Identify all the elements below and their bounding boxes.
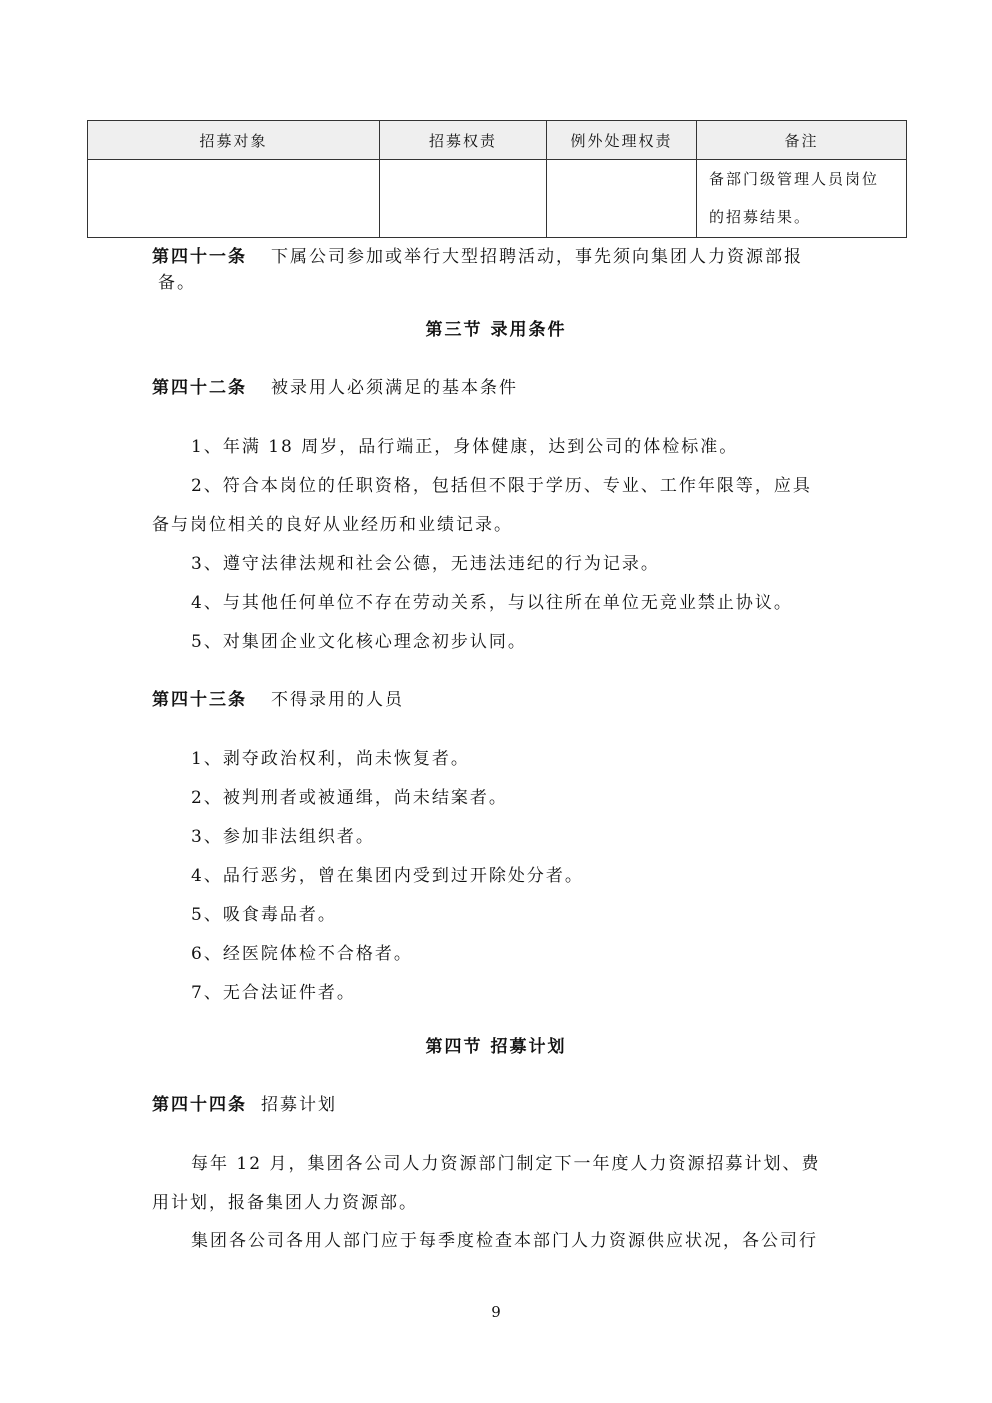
table-row bbox=[88, 160, 907, 238]
article-41-continuation: 备。 bbox=[158, 273, 196, 293]
section-heading: 第四节 招募计划 bbox=[425, 1037, 567, 1057]
article-44 bbox=[152, 1090, 337, 1115]
note-line: 的招募结果。 bbox=[709, 208, 812, 226]
article-text: 下属公司参加或举行大型招聘活动，事先须向集团人力资源部报 bbox=[271, 247, 803, 267]
list-item: 1、年满 18 周岁，品行端正，身体健康，达到公司的体检标准。 bbox=[191, 437, 739, 457]
section-heading: 第三节 录用条件 bbox=[425, 320, 567, 340]
list-item: 1、剥夺政治权利，尚未恢复者。 bbox=[191, 749, 470, 769]
article-text: 不得录用的人员 bbox=[271, 690, 404, 710]
list-item: 2、符合本岗位的任职资格，包括但不限于学历、专业、工作年限等，应具 bbox=[191, 476, 812, 496]
list-item: 2、被判刑者或被通缉，尚未结案者。 bbox=[191, 788, 508, 808]
table-cell bbox=[547, 160, 697, 238]
list-item: 4、品行恶劣，曾在集团内受到过开除处分者。 bbox=[191, 866, 584, 886]
article-title: 第四十三条 bbox=[152, 690, 247, 710]
recruitment-authority-table bbox=[87, 120, 907, 238]
list-item: 5、吸食毒品者。 bbox=[191, 905, 337, 925]
page-number: 9 bbox=[491, 1303, 501, 1321]
table-cell bbox=[88, 160, 380, 238]
article-42 bbox=[152, 373, 518, 398]
table-header-cell: 例外处理权责 bbox=[547, 121, 697, 160]
table-cell bbox=[380, 160, 547, 238]
paragraph-line: 每年 12 月，集团各公司人力资源部门制定下一年度人力资源招募计划、费 bbox=[191, 1154, 821, 1174]
list-item: 4、与其他任何单位不存在劳动关系，与以往所在单位无竞业禁止协议。 bbox=[191, 593, 793, 613]
table-cell-note bbox=[697, 160, 907, 238]
note-line: 备部门级管理人员岗位 bbox=[709, 170, 880, 188]
list-item-continuation: 备与岗位相关的良好从业经历和业绩记录。 bbox=[152, 515, 513, 535]
article-title: 第四十一条 bbox=[152, 247, 247, 267]
table-header-cell: 招募权责 bbox=[380, 121, 547, 160]
list-item: 5、对集团企业文化核心理念初步认同。 bbox=[191, 632, 527, 652]
article-text: 被录用人必须满足的基本条件 bbox=[271, 378, 518, 398]
paragraph-line: 用计划，报备集团人力资源部。 bbox=[152, 1193, 418, 1213]
article-41 bbox=[152, 242, 803, 267]
table-header-row bbox=[88, 121, 907, 160]
table-header-cell: 招募对象 bbox=[88, 121, 380, 160]
article-43 bbox=[152, 685, 404, 710]
table-header-cell: 备注 bbox=[697, 121, 907, 160]
article-title: 第四十二条 bbox=[152, 378, 247, 398]
article-text: 招募计划 bbox=[261, 1095, 337, 1115]
list-item: 3、参加非法组织者。 bbox=[191, 827, 375, 847]
list-item: 7、无合法证件者。 bbox=[191, 983, 356, 1003]
list-item: 3、遵守法律法规和社会公德，无违法违纪的行为记录。 bbox=[191, 554, 660, 574]
paragraph-line: 集团各公司各用人部门应于每季度检查本部门人力资源供应状况，各公司行 bbox=[191, 1231, 818, 1251]
list-item: 6、经医院体检不合格者。 bbox=[191, 944, 413, 964]
article-title: 第四十四条 bbox=[152, 1095, 247, 1115]
